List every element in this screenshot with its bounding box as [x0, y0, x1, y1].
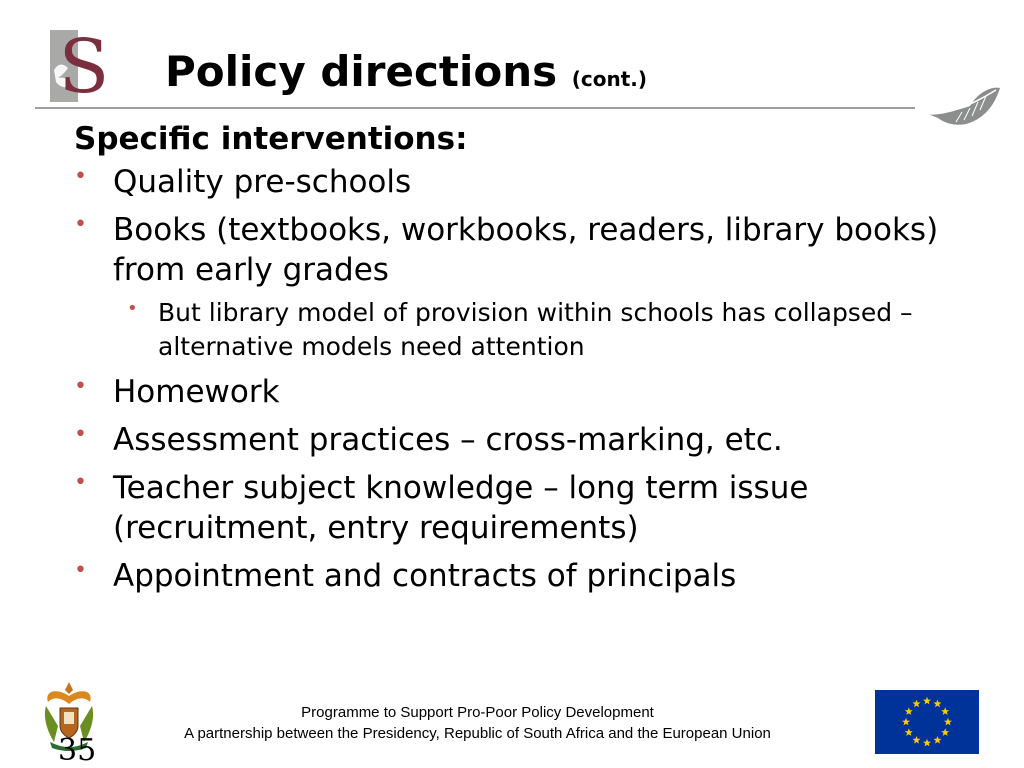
list-item-text: Teacher subject knowledge – long term issue (recruitment, entry requirements) [113, 470, 809, 546]
bullet-list [74, 162, 994, 596]
title-divider [35, 107, 915, 109]
bullet-icon: • [74, 558, 87, 583]
footer-line-2: A partnership between the Presidency, Republic of South Africa and the European Union [184, 725, 771, 742]
list-item [74, 372, 994, 412]
list-item-text: Books (textbooks, workbooks, readers, library books) from early grades [113, 212, 939, 288]
list-item-text: Quality pre-schools [113, 164, 412, 200]
sub-list-item [113, 296, 994, 364]
list-item [74, 162, 994, 202]
bullet-icon: • [74, 212, 87, 237]
eu-flag-icon [875, 690, 979, 754]
sub-bullet-list [113, 296, 994, 364]
slide-number: 35 [58, 733, 97, 768]
footer-line-1: Programme to Support Pro-Poor Policy Development [301, 704, 654, 721]
section-heading: Specific interventions: [74, 121, 468, 157]
bullet-icon: • [74, 470, 87, 495]
list-item-text: Homework [113, 374, 280, 410]
footer [120, 702, 835, 744]
bullet-icon: • [74, 374, 87, 399]
logo-letter: S [58, 30, 110, 102]
university-logo-icon [50, 30, 112, 102]
list-item [74, 468, 994, 548]
list-item-text: Assessment practices – cross-marking, etc. [113, 422, 783, 458]
sub-bullet-icon: • [127, 298, 138, 319]
list-item-text: Appointment and contracts of principals [113, 558, 737, 594]
slide-body [74, 118, 994, 604]
title-main: Policy directions [165, 47, 558, 96]
list-item [74, 556, 994, 596]
list-item [74, 210, 994, 364]
title-suffix: (cont.) [571, 67, 648, 91]
list-item [74, 420, 994, 460]
page-title [165, 44, 647, 107]
bullet-icon: • [74, 164, 87, 189]
bullet-icon: • [74, 422, 87, 447]
sub-list-item-text: But library model of provision within schools has collapsed – alternative models need attention [158, 298, 913, 361]
